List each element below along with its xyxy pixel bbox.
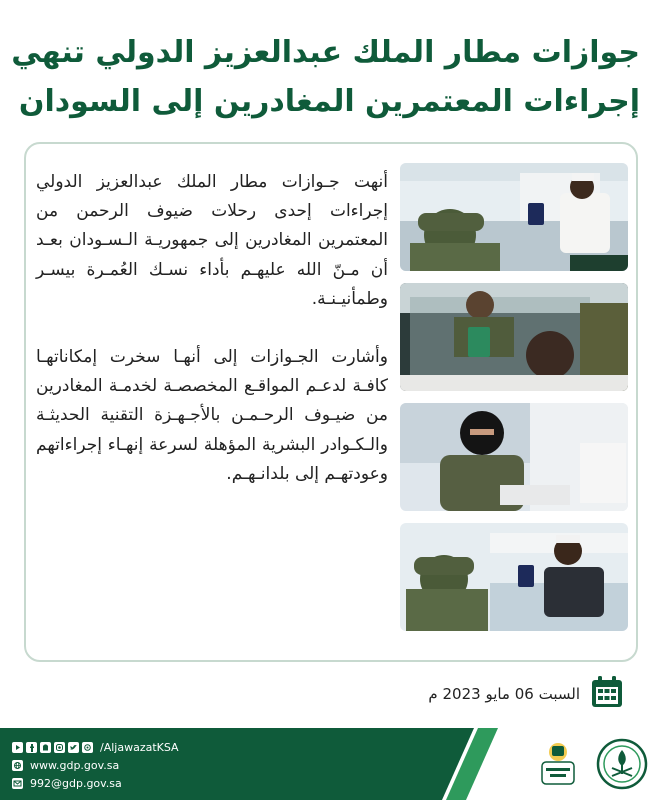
mail-icon bbox=[12, 778, 23, 789]
headline bbox=[11, 28, 640, 126]
headline-line-2: إجراءات المعتمرين المغادرين إلى السودان bbox=[18, 84, 640, 119]
facebook-icon[interactable] bbox=[26, 742, 37, 753]
article-paragraph-1: أنهت جـوازات مطار الملك عبدالعزيز الدولي إجراءات إحدى رحلات ضيوف الرحمن من المعتمرين المغادرين إلى جمهوريـة الـسـودان بعـد أن مـنّ الله عليهـم بأداء نسـك العُمـرة بيسـر وطمأنيـنـة. bbox=[36, 172, 388, 309]
article-body bbox=[36, 168, 388, 489]
date-row bbox=[428, 676, 624, 712]
email-row bbox=[12, 774, 179, 792]
footer-contacts bbox=[12, 738, 179, 792]
twitter-icon[interactable] bbox=[68, 742, 79, 753]
social-row bbox=[12, 738, 179, 756]
social-handle[interactable]: /AljawazatKSA bbox=[100, 740, 179, 754]
snapchat-icon[interactable] bbox=[40, 742, 51, 753]
email-link[interactable]: 992@gdp.gov.sa bbox=[30, 776, 122, 790]
globe-icon bbox=[12, 760, 23, 771]
calendar-icon bbox=[590, 675, 624, 713]
headline-line-1: جوازات مطار الملك عبدالعزيز الدولي تنهي bbox=[11, 35, 640, 70]
website-link[interactable]: www.gdp.gov.sa bbox=[30, 758, 120, 772]
photo-counter-glass bbox=[400, 283, 628, 391]
photo-officer-passport-2 bbox=[400, 523, 628, 631]
directorate-emblem bbox=[596, 738, 648, 794]
vision-logo bbox=[532, 738, 584, 794]
article-paragraph-2: وأشارت الجـوازات إلى أنهـا سخرت إمكاناتهـا كافـة لدعـم المواقـع المخصصـة لخدمـة المغادرين من ضيـوف الرحـمـن بالأجـهـزة التقنية الحديثـة والـكـوادر البشرية المؤهلة لسرعة إنهـاء إجراءاتهم وعودتهـم إلى بلدانـهـم. bbox=[36, 347, 388, 484]
youtube-icon[interactable] bbox=[12, 742, 23, 753]
website-row bbox=[12, 756, 179, 774]
publish-date: السبت 06 مايو 2023 م bbox=[428, 685, 580, 703]
photo-officer-passport-1 bbox=[400, 163, 628, 271]
instagram-icon[interactable] bbox=[54, 742, 65, 753]
photo-female-officer bbox=[400, 403, 628, 511]
at-sign-icon[interactable] bbox=[82, 742, 93, 753]
